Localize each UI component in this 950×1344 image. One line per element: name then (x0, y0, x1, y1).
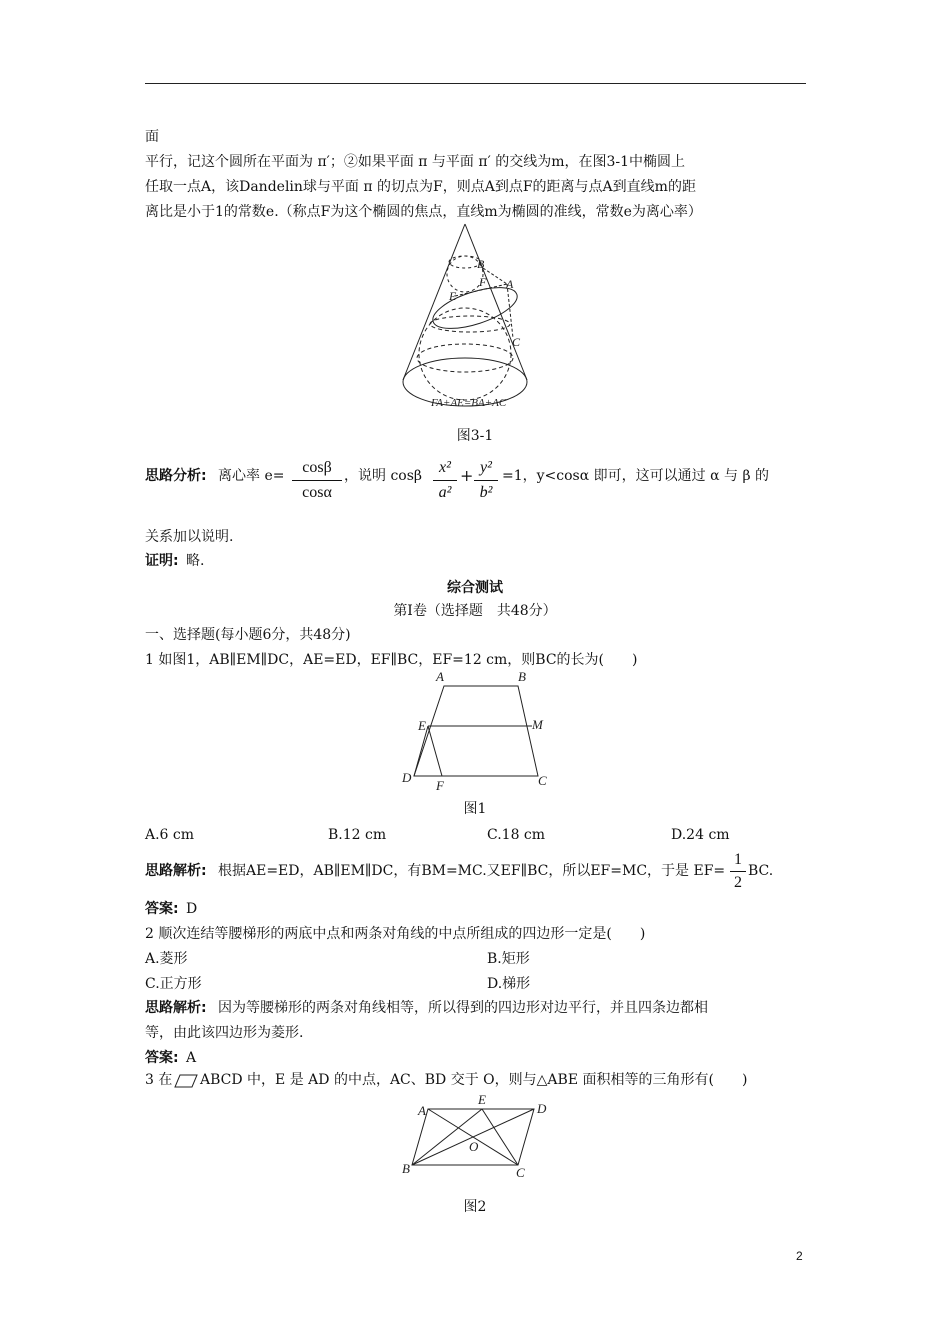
q1-label-e: E (418, 718, 426, 733)
q3-label-c: C (516, 1165, 525, 1180)
analysis-prefix: 离心率 e= (218, 468, 285, 484)
analysis-suffix: =1，y<cosα 即可，这可以通过 α 与 β 的 (502, 468, 769, 484)
q3-label-d: D (537, 1101, 547, 1116)
text-line: 离比是小于1的常数e.（称点F为这个椭圆的焦点，直线m为椭圆的准线，常数e为离心率） (145, 204, 702, 220)
fraction-denominator: b² (479, 484, 493, 501)
q3-figure (398, 1093, 554, 1183)
proof-label: 证明: (145, 553, 179, 569)
q2-option-d: D.梯形 (487, 976, 531, 992)
q1-label-a: A (436, 669, 444, 684)
proof-text: 略. (186, 553, 205, 569)
q3-label-b: B (402, 1161, 410, 1176)
q2-analysis-line: 因为等腰梯形的两条对角线相等，所以得到的四边形对边平行，并且四条边都相 (218, 1000, 708, 1016)
q1-answer: D (186, 901, 198, 917)
q2-answer-label: 答案: (145, 1050, 179, 1066)
fraction-denominator: 2 (734, 874, 742, 891)
fraction-numerator: x² (433, 456, 457, 481)
q3-label-e: E (478, 1093, 486, 1107)
fraction-y (474, 456, 498, 505)
fraction-denominator: a² (438, 484, 452, 501)
fraction-numerator: cosβ (292, 456, 342, 481)
fig31-label-f: F (479, 275, 487, 289)
q1-option-d: D.24 cm (671, 827, 730, 843)
text-line: 平行，记这个圆所在平面为 π′；②如果平面 π 与平面 π′ 的交线为m，在图3-1中椭圆上 (145, 154, 686, 170)
q2-answer: A (186, 1050, 197, 1066)
q1-label-f: F (436, 778, 444, 793)
plus-sign: + (460, 466, 474, 485)
q1-analysis-tail: BC. (748, 863, 774, 879)
q1-label-d: D (402, 770, 412, 785)
q1-analysis-text: 根据AE=ED，AB∥EM∥DC，有BM=MC.又EF∥BC，所以EF=MC，于是 EF= (218, 863, 726, 879)
page-number: 2 (796, 1249, 803, 1263)
q2-option-a: A.菱形 (145, 951, 188, 967)
fraction-x (433, 456, 457, 505)
q2-option-c: C.正方形 (145, 976, 202, 992)
fig31-label-c: C (512, 335, 521, 349)
analysis-label: 思路分析: (145, 468, 207, 484)
figure-caption: 图3-1 (456, 428, 494, 444)
cone-figure (395, 220, 535, 416)
test-title: 综合测试 (447, 580, 503, 596)
fraction-numerator: y² (474, 456, 498, 481)
text-line: 面 (145, 129, 159, 145)
parallelogram-icon (174, 1074, 198, 1088)
fraction-half (730, 849, 746, 894)
q3-stem-pre: 3 在 (145, 1072, 173, 1088)
q2-analysis-label: 思路解析: (145, 1000, 207, 1016)
test-subtitle: 第Ⅰ卷（选择题 共48分） (393, 603, 557, 619)
analysis-cont: 关系加以说明. (145, 529, 234, 545)
analysis-mid: ，说明 cosβ (344, 468, 422, 484)
q2-stem: 2 顺次连结等腰梯形的两底中点和两条对角线的中点所组成的四边形一定是( ) (145, 926, 646, 942)
q1-option-b: B.12 cm (328, 827, 387, 843)
q3-label-a: A (418, 1103, 426, 1118)
q2-analysis-line: 等，由此该四边形为菱形. (145, 1025, 304, 1041)
fig31-label-b: B (477, 257, 485, 271)
q1-label-m: M (532, 717, 543, 732)
text-line: 任取一点A，该Dandelin球与平面 π 的切点为F，则点A到点F的距离与点A到直线m的距 (145, 179, 696, 195)
q1-answer-label: 答案: (145, 901, 179, 917)
q1-figure (398, 668, 558, 794)
q3-figure-caption: 图2 (463, 1199, 487, 1215)
q1-stem: 1 如图1，AB∥EM∥DC，AE=ED，EF∥BC，EF=12 cm，则BC的长为( ) (145, 652, 638, 668)
fig31-label-e: E (449, 289, 457, 303)
q1-label-c: C (538, 773, 547, 788)
q1-figure-caption: 图1 (463, 801, 487, 817)
fig31-formula: FA+AE=BA+AC (431, 397, 507, 409)
fraction-cos (292, 456, 342, 505)
fraction-denominator: cosα (302, 484, 332, 501)
q3-stem: ABCD 中，E 是 AD 的中点，AC、BD 交于 O，则与△ABE 面积相等的三角形有( ) (200, 1072, 748, 1088)
q3-label-o: O (469, 1139, 479, 1154)
fraction-numerator: 1 (730, 849, 746, 872)
section-heading: 一、选择题(每小题6分，共48分) (145, 627, 351, 643)
fig31-label-a: A (506, 277, 514, 291)
q1-option-a: A.6 cm (145, 827, 195, 843)
q1-label-b: B (518, 669, 526, 684)
header-rule (145, 83, 806, 84)
q1-option-c: C.18 cm (487, 827, 546, 843)
q1-analysis-label: 思路解析: (145, 863, 207, 879)
q2-option-b: B.矩形 (487, 951, 530, 967)
